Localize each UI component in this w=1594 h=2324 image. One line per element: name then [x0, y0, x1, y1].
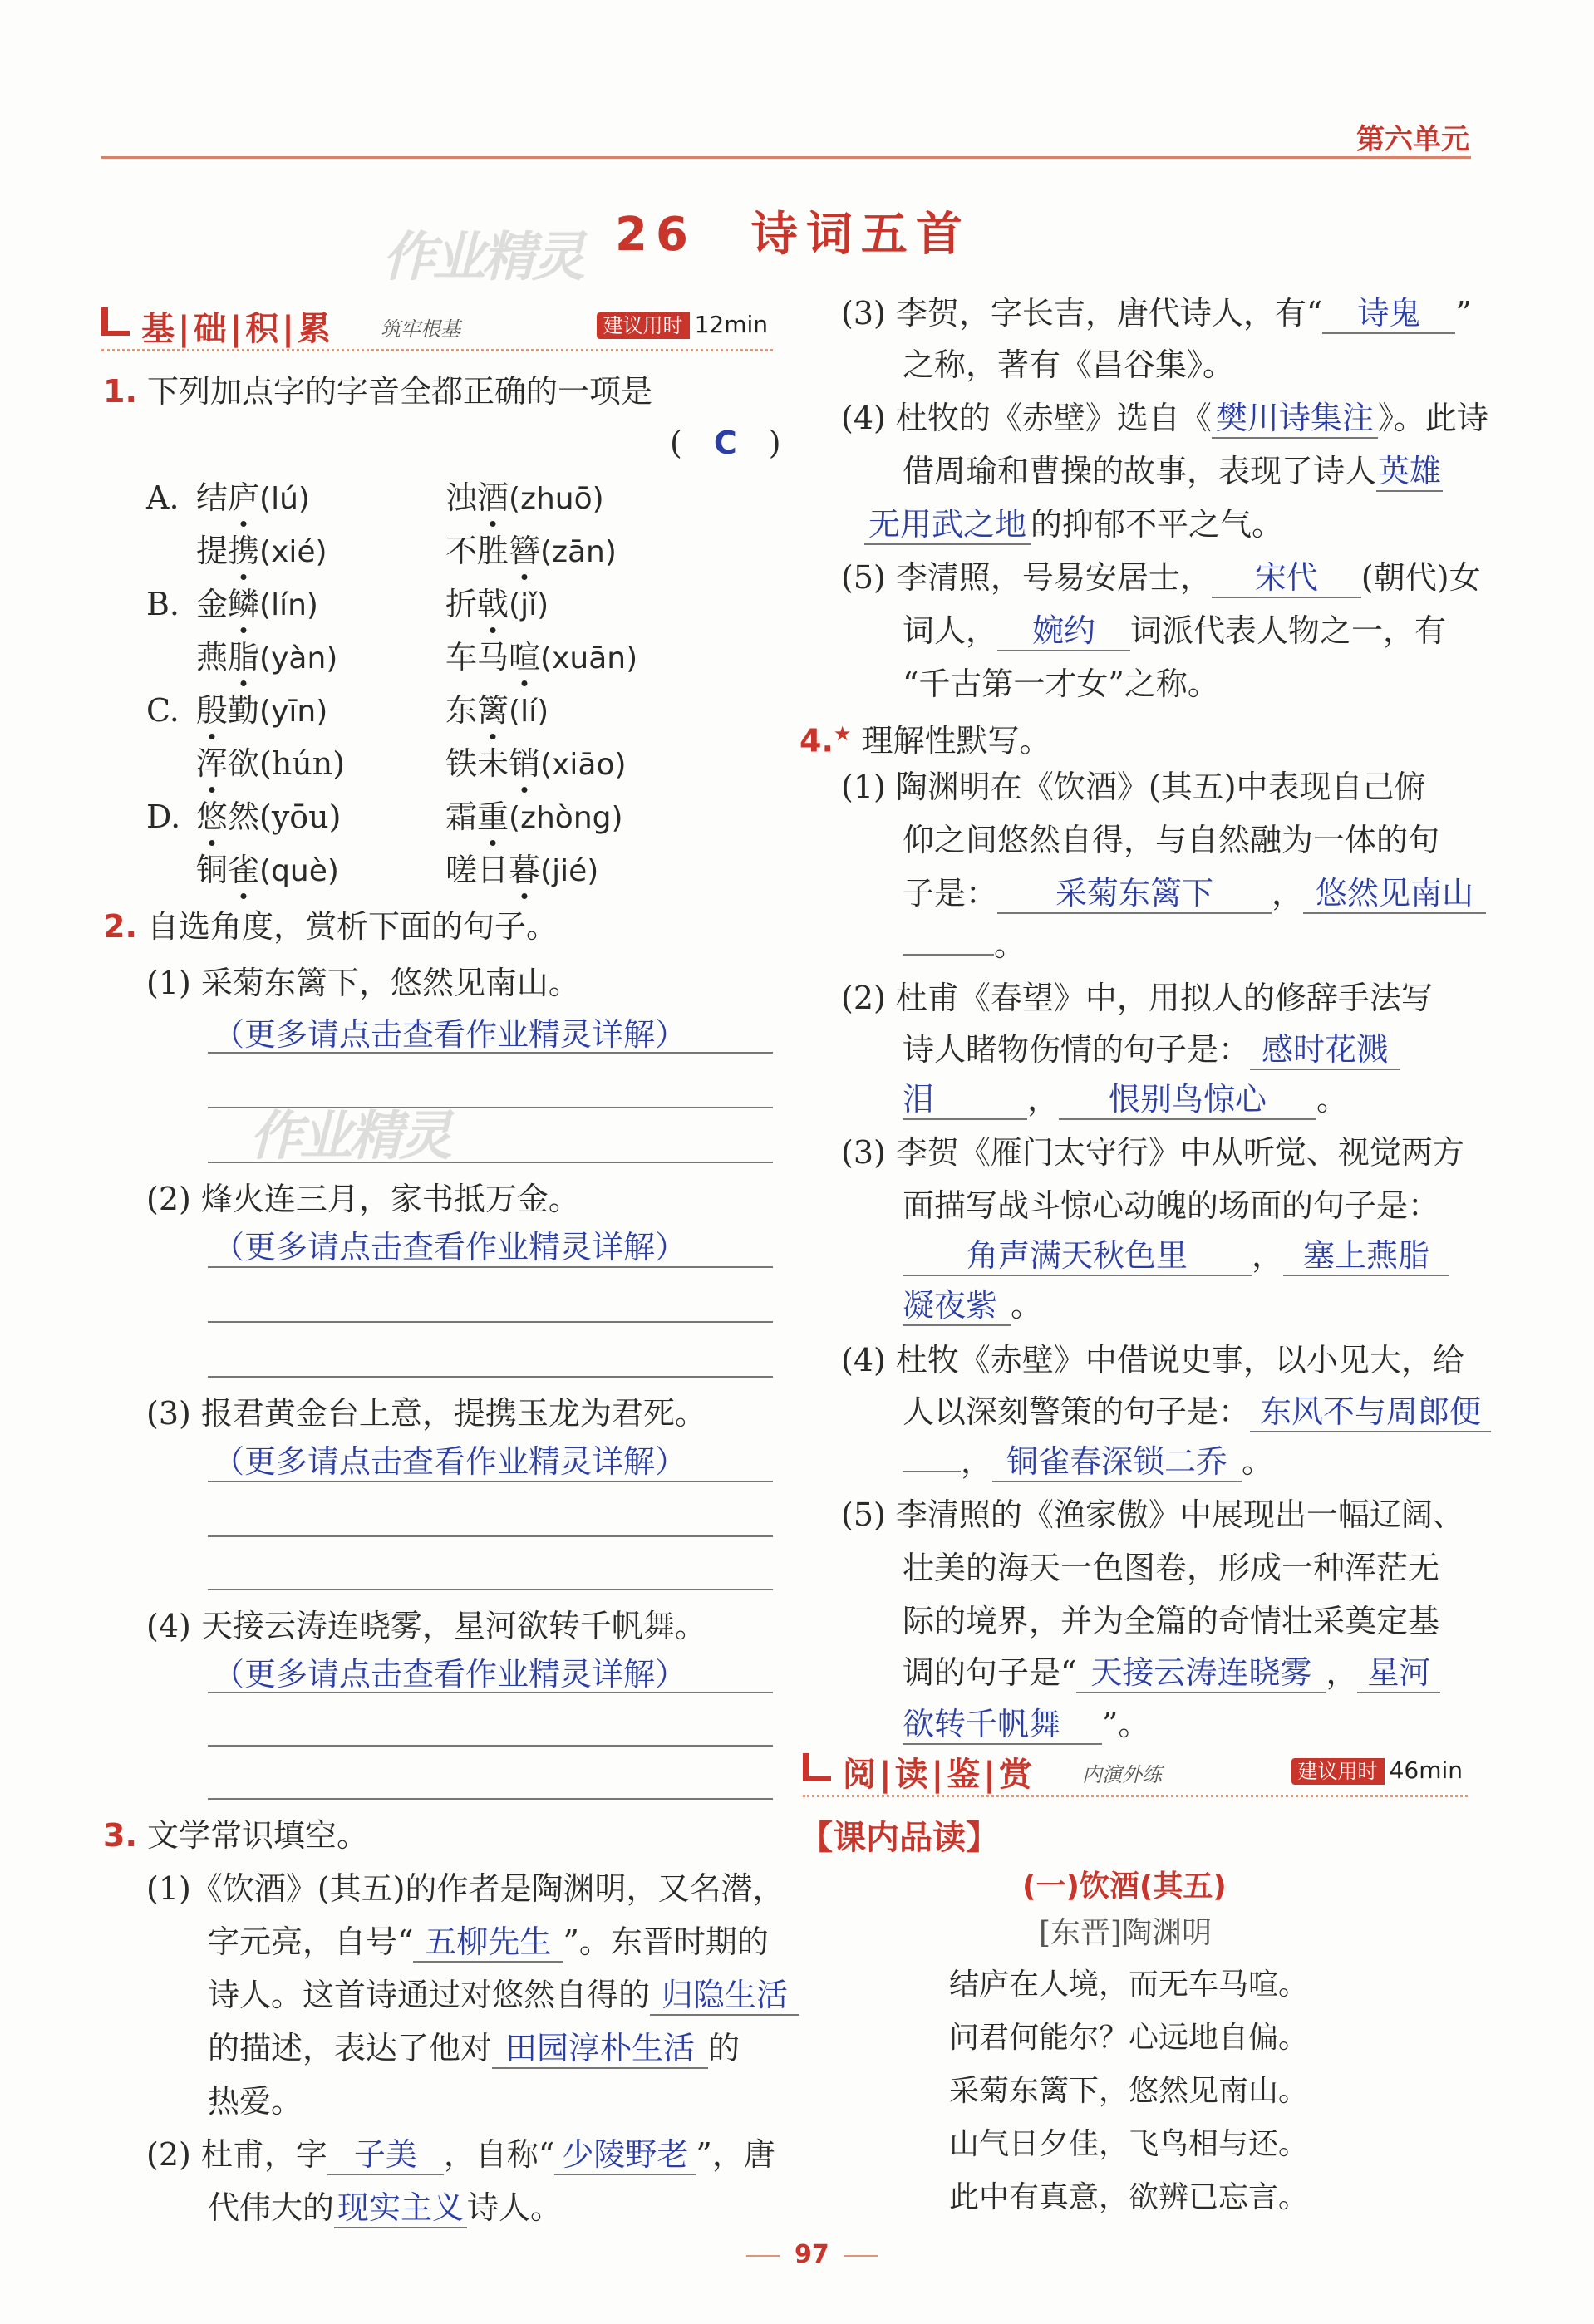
- poem-line: 结庐在人境，而无车马喧。: [949, 1968, 1309, 2002]
- option-item: 折戟(jǐ): [445, 586, 549, 622]
- answer-blank: 恨别鸟惊心: [1059, 1080, 1316, 1120]
- question-stem: 自选角度，赏析下面的句子。: [146, 908, 558, 945]
- q3-p5-line3: “千古第一才女”之称。: [903, 666, 1219, 702]
- section-header-reading: [803, 1745, 1468, 1797]
- options-block: [146, 479, 728, 894]
- q2-answer-link[interactable]: （更多请点击查看作业精灵详解）: [213, 1443, 687, 1480]
- star-icon: ★: [833, 722, 852, 745]
- q4-p5-line3: 际的境界，并为全篇的奇情壮采奠定基: [903, 1603, 1440, 1639]
- question-stem: 理解性默写。: [861, 722, 1051, 759]
- answer-blank: 天接云涛连晓雾: [1076, 1653, 1326, 1693]
- answer-blank: 悠然见南山: [1303, 874, 1486, 914]
- q4-p1-line1: (1) 陶渊明在《饮酒》(其五)中表现自己俯: [841, 769, 1426, 805]
- q3-p1-line3: 诗人。这首诗通过对悠然自得的 归隐生活: [208, 1976, 799, 2016]
- option-item: 浑欲(hún): [196, 745, 346, 782]
- answer-blank: 泪: [903, 1080, 1027, 1120]
- q2-item-2: (2) 烽火连三月，家书抵万金。: [146, 1181, 580, 1217]
- answer-blank: 现实主义: [334, 2189, 467, 2228]
- option-item: 霜重(zhòng): [445, 798, 623, 835]
- answer-bracket: ( C ): [670, 425, 781, 461]
- answer-blank: 感时花溅: [1250, 1030, 1400, 1070]
- answer-blank: 无用武之地: [864, 505, 1031, 545]
- q4-p5-line2: 壮美的海天一色图卷，形成一种浑茫无: [903, 1550, 1440, 1586]
- page-footer: [731, 2240, 893, 2269]
- answer-line: [208, 1321, 773, 1323]
- poem-author: [东晋]陶渊明: [1039, 1916, 1213, 1950]
- answer-line: [208, 1745, 773, 1747]
- answer-line: [208, 1589, 773, 1590]
- q2-answer-link[interactable]: （更多请点击查看作业精灵详解）: [213, 1229, 687, 1265]
- answer-blank: 诗鬼: [1322, 294, 1455, 334]
- section-subtitle: 筑牢根基: [381, 317, 460, 341]
- option-item: 铁未销(xiāo): [445, 745, 627, 782]
- option-item: 嗟日暮(jié): [445, 852, 599, 888]
- answer-line: [208, 1692, 773, 1693]
- option-item: 浊酒(zhuō): [445, 479, 604, 516]
- option-item: 殷勤(yīn): [196, 692, 328, 729]
- q4-p3-line2: 面描写战斗惊心动魄的场面的句子是：: [903, 1187, 1440, 1224]
- poem-line: 问君何能尔？心远地自偏。: [949, 2021, 1309, 2055]
- q4-p1-line3: 子是： 采菊东篱下 ， 悠然见南山: [903, 874, 1486, 914]
- page-number: 97: [795, 2240, 829, 2269]
- time-value: 46min: [1389, 1757, 1463, 1784]
- question-number: 4.: [799, 722, 834, 759]
- q3-p3-line2: 之称，著有《昌谷集》。: [903, 346, 1235, 383]
- option-d-label: D.: [146, 798, 181, 835]
- poem-line: 山气日夕佳，飞鸟相与还。: [949, 2127, 1309, 2161]
- option-item: 金鳞(lín): [196, 586, 318, 622]
- question-number: 2.: [103, 908, 137, 945]
- option-item: 不胜簪(zān): [445, 533, 617, 569]
- q3-p1-line4: 的描述，表达了他对 田园淳朴生活 的: [208, 2029, 740, 2069]
- section-subtitle: 内演外练: [1082, 1763, 1162, 1786]
- answer-blank: 田园淳朴生活: [492, 2029, 708, 2069]
- poem-line: 此中有真意，欲辨已忘言。: [949, 2180, 1309, 2214]
- q3-p2-line1: (2) 杜甫，字 子美 ，自称“ 少陵野老 ”，唐: [146, 2135, 775, 2175]
- answer-blank: 欲转千帆舞: [903, 1705, 1102, 1745]
- watermark: 作业精灵: [249, 1106, 449, 1167]
- option-b-label: B.: [146, 586, 180, 622]
- section-title: 阅|读|鉴|赏: [843, 1756, 1036, 1794]
- answer-line: [208, 1535, 773, 1537]
- q2-answer-link[interactable]: （更多请点击查看作业精灵详解）: [213, 1016, 687, 1053]
- answer-blank: 子美: [327, 2135, 444, 2175]
- question-stem: 文学常识填空。: [146, 1817, 368, 1854]
- watermark: 作业精灵: [382, 227, 582, 288]
- option-item: 提携(xié): [196, 533, 327, 569]
- q3-p5-line1: (5) 李清照，号易安居士， 宋代 (朝代)女: [841, 558, 1481, 598]
- poem-line: 采菊东篱下，悠然见南山。: [949, 2074, 1309, 2108]
- q3-p1-line5: 热爱。: [208, 2083, 303, 2120]
- q3-p1-line1: (1)《饮酒》(其五)的作者是陶渊明，又名潜，: [146, 1870, 785, 1907]
- q3-p2-line2: 代伟大的 现实主义 诗人。: [208, 2189, 562, 2228]
- option-item: 燕脂(yàn): [196, 639, 338, 676]
- question-4: [799, 715, 1051, 760]
- answer-blank: 角声满天秋色里: [903, 1236, 1252, 1276]
- answer-blank: 凝夜紫: [903, 1286, 1011, 1326]
- option-a-label: A.: [146, 479, 180, 516]
- q4-p4-line2: 人以深刻警策的句子是： 东风不与周郎便: [903, 1393, 1491, 1432]
- suggested-time: [597, 309, 768, 338]
- q4-p1-line2: 仰之间悠然自得，与自然融为一体的句: [903, 822, 1440, 858]
- answer-blank: 婉约: [997, 612, 1130, 651]
- q3-p4-line1: (4) 杜牧的《赤壁》选自《 樊川诗集注 》。此诗: [841, 399, 1488, 439]
- answer-line: [208, 1052, 773, 1054]
- header-divider: [101, 156, 1471, 159]
- book-icon: [101, 307, 130, 336]
- time-value: 12min: [694, 311, 768, 338]
- q4-p5-line5: 欲转千帆舞 ”。: [903, 1705, 1149, 1745]
- q3-p4-line2: 借周瑜和曹操的故事，表现了诗人英雄: [903, 452, 1443, 492]
- question-1: [103, 372, 652, 410]
- q4-p2-line3: 泪 ， 恨别鸟惊心 。: [903, 1080, 1348, 1120]
- answer-choice: C: [713, 425, 737, 461]
- answer-blank: 塞上燕脂: [1283, 1236, 1449, 1276]
- answer-blank: 樊川诗集注: [1212, 399, 1378, 439]
- q4-p2-line2: 诗人睹物伤情的句子是： 感时花溅: [903, 1030, 1400, 1070]
- answer-blank: 东风不与周郎便: [1250, 1393, 1491, 1432]
- option-item: 东篱(lí): [445, 692, 549, 729]
- answer-blank: 铜雀春深锁二乔: [992, 1442, 1242, 1482]
- q4-p1-line4: 。: [903, 926, 1026, 964]
- section-header-basics: [101, 299, 773, 351]
- q4-p4-line3: ， 铜雀春深锁二乔 。: [903, 1442, 1273, 1482]
- q4-p5-line4: 调的句子是“ 天接云涛连晓雾 ， 星河: [903, 1653, 1440, 1693]
- option-item: 结庐(lú): [196, 479, 310, 516]
- answer-blank: 英雄: [1376, 452, 1443, 492]
- option-item: 车马喧(xuān): [445, 639, 638, 676]
- reading-label: 【课内品读】: [799, 1819, 999, 1857]
- time-label: 建议用时: [597, 312, 690, 339]
- answer-blank: 归隐生活: [650, 1976, 799, 2016]
- q3-p1-line2: 字元亮，自号“ 五柳先生 ”。东晋时期的: [208, 1923, 769, 1963]
- time-label: 建议用时: [1291, 1758, 1385, 1785]
- answer-line: [208, 1376, 773, 1378]
- q2-item-3: (3) 报君黄金台上意，提携玉龙为君死。: [146, 1395, 706, 1432]
- answer-blank: 宋代: [1212, 558, 1361, 598]
- unit-label: 第六单元: [1356, 123, 1469, 156]
- q4-p3-line3: 角声满天秋色里 ， 塞上燕脂: [903, 1236, 1449, 1276]
- q4-p4-line1: (4) 杜牧《赤壁》中借说史事，以小见大，给: [841, 1342, 1464, 1378]
- answer-blank: 五柳先生: [413, 1923, 563, 1963]
- question-number: 3.: [103, 1817, 137, 1854]
- answer-line: [208, 1266, 773, 1268]
- q4-p3-line4: 凝夜紫 。: [903, 1286, 1042, 1326]
- answer-blank: 采菊东篱下: [997, 874, 1272, 914]
- question-number: 1.: [103, 373, 137, 410]
- q3-p5-line2: 词人， 婉约 词派代表人物之一，有: [903, 612, 1446, 651]
- answer-line: [208, 1798, 773, 1800]
- page-title: 26 诗词五首: [615, 208, 971, 262]
- question-2: [103, 907, 558, 946]
- option-item: 悠然(yōu): [196, 798, 342, 835]
- q3-p4-line3: 无用武之地 的抑郁不平之气。: [864, 505, 1283, 545]
- section-title: 基|础|积|累: [141, 310, 334, 348]
- q3-p3-line1: (3) 李贺，字长吉，唐代诗人，有“ 诗鬼 ”: [841, 294, 1472, 334]
- question-stem: 下列加点字的字音全都正确的一项是: [146, 373, 652, 410]
- option-c-label: C.: [146, 692, 180, 729]
- question-3: [103, 1816, 368, 1855]
- book-icon: [803, 1753, 831, 1781]
- q2-item-1: (1) 采菊东篱下，悠然见南山。: [146, 965, 580, 1001]
- poem-title: (一)饮酒(其五): [1022, 1870, 1227, 1904]
- suggested-time: [1291, 1755, 1463, 1784]
- option-item: 铜雀(què): [196, 852, 339, 888]
- q4-p5-line1: (5) 李清照的《渔家傲》中展现出一幅辽阔、: [841, 1496, 1464, 1533]
- q4-p2-line1: (2) 杜甫《春望》中，用拟人的修辞手法写: [841, 980, 1433, 1016]
- answer-line: [208, 1481, 773, 1482]
- answer-blank: 星河: [1357, 1653, 1440, 1693]
- q4-p3-line1: (3) 李贺《雁门太守行》中从听觉、视觉两方: [841, 1134, 1464, 1171]
- q2-item-4: (4) 天接云涛连晓雾，星河欲转千帆舞。: [146, 1608, 706, 1644]
- answer-blank: 少陵野老: [554, 2135, 696, 2175]
- q2-answer-link[interactable]: （更多请点击查看作业精灵详解）: [213, 1656, 687, 1693]
